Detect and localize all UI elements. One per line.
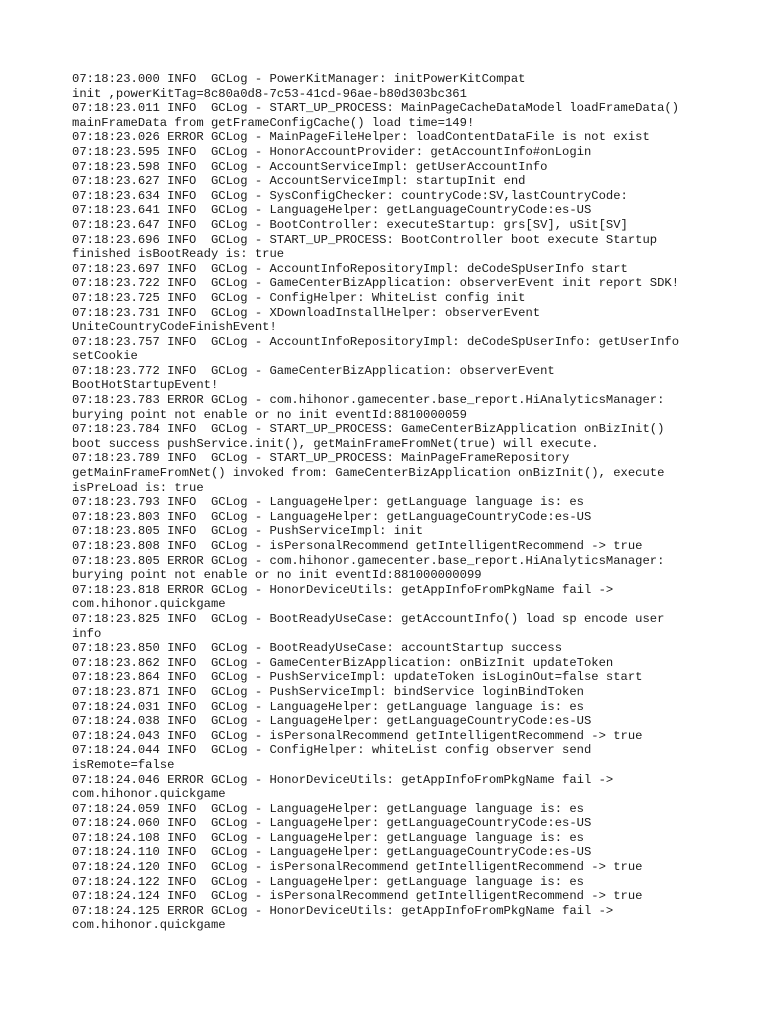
log-entry: 07:18:24.060 INFO GCLog - LanguageHelper: getLanguageCountryCode:es-US [72, 816, 592, 831]
log-entry: 07:18:23.725 INFO GCLog - ConfigHelper: WhiteList config init [72, 290, 526, 305]
log-view [72, 72, 712, 933]
log-entry: 07:18:24.031 INFO GCLog - LanguageHelper: getLanguage language is: es [72, 699, 584, 714]
log-entry: 07:18:23.825 INFO GCLog - BootReadyUseCase: getAccountInfo() load sp encode user info [72, 611, 665, 641]
log-entry: 07:18:24.108 INFO GCLog - LanguageHelper: getLanguage language is: es [72, 830, 584, 845]
log-entry: 07:18:23.647 INFO GCLog - BootController: executeStartup: grs[SV], uSit[SV] [72, 217, 628, 232]
log-entry: 07:18:24.122 INFO GCLog - LanguageHelper: getLanguage language is: es [72, 874, 584, 889]
log-entry: 07:18:23.598 INFO GCLog - AccountServiceImpl: getUserAccountInfo [72, 159, 548, 174]
log-entry: 07:18:23.627 INFO GCLog - AccountServiceImpl: startupInit end [72, 174, 526, 189]
log-entry: 07:18:23.871 INFO GCLog - PushServiceImpl: bindService loginBindToken [72, 684, 584, 699]
log-entry: 07:18:23.789 INFO GCLog - START_UP_PROCESS: MainPageFrameRepository getMainFrameFromNet() invoked from: GameCenterBizApplication onBizInit(), execute isPreLoad is: true [72, 451, 665, 495]
log-entry: 07:18:23.850 INFO GCLog - BootReadyUseCase: accountStartup success [72, 641, 563, 656]
log-entry: 07:18:23.805 INFO GCLog - PushServiceImpl: init [72, 524, 424, 539]
log-entry: 07:18:23.818 ERROR GCLog - HonorDeviceUtils: getAppInfoFromPkgName fail -> com.hihonor.quickgame [72, 582, 614, 612]
log-entry: 07:18:24.046 ERROR GCLog - HonorDeviceUtils: getAppInfoFromPkgName fail -> com.hihonor.quickgame [72, 772, 614, 802]
log-entry: 07:18:23.731 INFO GCLog - XDownloadInstallHelper: observerEvent UniteCountryCodeFinishEvent! [72, 305, 541, 335]
log-entry: 07:18:23.595 INFO GCLog - HonorAccountProvider: getAccountInfo#onLogin [72, 144, 592, 159]
log-entry: 07:18:23.722 INFO GCLog - GameCenterBizApplication: observerEvent init report SDK! [72, 276, 680, 291]
log-entry: 07:18:24.125 ERROR GCLog - HonorDeviceUtils: getAppInfoFromPkgName fail -> com.hihonor.quickgame [72, 903, 614, 933]
log-entry: 07:18:23.757 INFO GCLog - AccountInfoRepositoryImpl: deCodeSpUserInfo: getUserInfo setCookie [72, 334, 680, 364]
log-entry: 07:18:24.038 INFO GCLog - LanguageHelper: getLanguageCountryCode:es-US [72, 714, 592, 729]
log-entry: 07:18:23.696 INFO GCLog - START_UP_PROCESS: BootController boot execute Startup finished isBootReady is: true [72, 232, 658, 262]
log-entry: 07:18:23.697 INFO GCLog - AccountInfoRepositoryImpl: deCodeSpUserInfo start [72, 261, 628, 276]
log-entry: 07:18:23.634 INFO GCLog - SysConfigChecker: countryCode:SV,lastCountryCode: [72, 188, 628, 203]
log-entry: 07:18:24.110 INFO GCLog - LanguageHelper: getLanguageCountryCode:es-US [72, 845, 592, 860]
log-entry: 07:18:23.805 ERROR GCLog - com.hihonor.gamecenter.base_report.HiAnalyticsManager: burying point not enable or no init eventId:881000000099 [72, 553, 665, 583]
log-entry: 07:18:23.784 INFO GCLog - START_UP_PROCESS: GameCenterBizApplication onBizInit() boot success pushService.init(), getMainFrameFromNet(true) will execute. [72, 422, 665, 451]
log-entry: 07:18:23.772 INFO GCLog - GameCenterBizApplication: observerEvent BootHotStartupEvent! [72, 363, 555, 393]
log-entry: 07:18:23.808 INFO GCLog - isPersonalRecommend getIntelligentRecommend -> true [72, 539, 643, 553]
log-entry: 07:18:24.043 INFO GCLog - isPersonalRecommend getIntelligentRecommend -> true [72, 728, 643, 743]
log-entry: 07:18:23.793 INFO GCLog - LanguageHelper: getLanguage language is: es [72, 495, 584, 510]
log-entry: 07:18:23.641 INFO GCLog - LanguageHelper: getLanguageCountryCode:es-US [72, 203, 592, 218]
log-entry: 07:18:23.000 INFO GCLog - PowerKitManager: initPowerKitCompat init ,powerKitTag=8c80a0d8-7c53-41cd-96ae-b80d303bc361 [72, 72, 526, 101]
log-entry: 07:18:23.783 ERROR GCLog - com.hihonor.gamecenter.base_report.HiAnalyticsManager: burying point not enable or no init eventId:8810000059 [72, 393, 665, 422]
log-entry: 07:18:23.803 INFO GCLog - LanguageHelper: getLanguageCountryCode:es-US [72, 509, 592, 524]
log-entry: 07:18:24.044 INFO GCLog - ConfigHelper: whiteList config observer send isRemote=false [72, 743, 592, 772]
log-entry: 07:18:23.026 ERROR GCLog - MainPageFileHelper: loadContentDataFile is not exist [72, 130, 650, 145]
log-entry: 07:18:23.011 INFO GCLog - START_UP_PROCESS: MainPageCacheDataModel loadFrameData() mainFrameData from getFrameConfigCache() load time=149! [72, 101, 680, 130]
log-entry: 07:18:23.864 INFO GCLog - PushServiceImpl: updateToken isLoginOut=false start [72, 670, 643, 685]
log-entry: 07:18:24.059 INFO GCLog - LanguageHelper: getLanguage language is: es [72, 801, 584, 816]
log-entry: 07:18:23.862 INFO GCLog - GameCenterBizApplication: onBizInit updateToken [72, 655, 614, 670]
log-entry: 07:18:24.124 INFO GCLog - isPersonalRecommend getIntelligentRecommend -> true [72, 889, 643, 904]
log-entry: 07:18:24.120 INFO GCLog - isPersonalRecommend getIntelligentRecommend -> true [72, 860, 643, 875]
